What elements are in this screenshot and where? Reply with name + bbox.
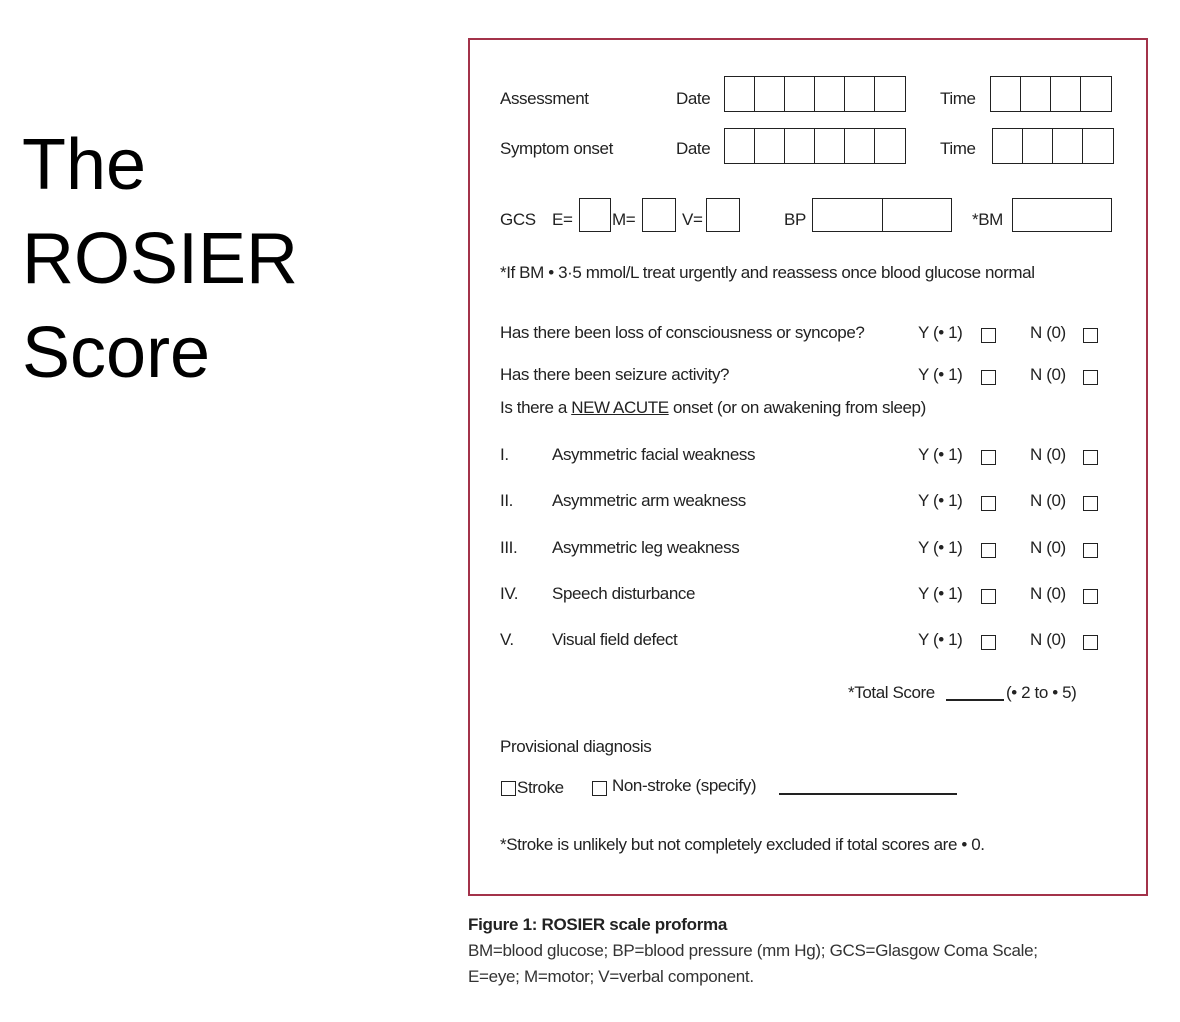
no-label: N (0): [1030, 445, 1066, 464]
gcs-label: GCS: [500, 210, 536, 229]
title-line-3: Score: [22, 313, 211, 393]
new-acute-suffix: onset (or on awakening from sleep): [668, 398, 926, 417]
bm-label: *BM: [972, 210, 1003, 229]
no-label: N (0): [1030, 630, 1066, 649]
total-score-field[interactable]: [946, 699, 1004, 701]
gcs-e-label: E=: [552, 210, 573, 229]
arm-yes-checkbox[interactable]: [981, 496, 996, 511]
provisional-diagnosis-label: Provisional diagnosis: [500, 737, 652, 756]
assessment-time-label: Time: [940, 89, 976, 108]
item-number: V.: [500, 630, 514, 649]
caption-line-2: E=eye; M=motor; V=verbal component.: [468, 967, 754, 986]
footnote: *Stroke is unlikely but not completely excluded if total scores are • 0.: [500, 835, 985, 854]
no-label: N (0): [1030, 365, 1066, 384]
new-acute-underlined: NEW ACUTE: [571, 398, 669, 417]
no-label: N (0): [1030, 491, 1066, 510]
seizure-yes-checkbox[interactable]: [981, 370, 996, 385]
new-acute-prefix: Is there a: [500, 398, 572, 417]
onset-date-field[interactable]: [724, 128, 906, 164]
item-label: Asymmetric leg weakness: [552, 538, 740, 557]
leg-yes-checkbox[interactable]: [981, 543, 996, 558]
item-number: III.: [500, 538, 518, 557]
yes-label: Y (• 1): [918, 491, 963, 510]
bp-field[interactable]: [812, 198, 952, 232]
rosier-proforma: [468, 38, 1148, 896]
visual-no-checkbox[interactable]: [1083, 635, 1098, 650]
assessment-time-field[interactable]: [990, 76, 1112, 112]
item-label: Visual field defect: [552, 630, 678, 649]
loss-no-checkbox[interactable]: [1083, 328, 1098, 343]
yes-label: Y (• 1): [918, 365, 963, 384]
gcs-m-field[interactable]: [642, 198, 676, 232]
stroke-checkbox[interactable]: [501, 781, 516, 796]
caption-title: Figure 1: ROSIER scale proforma: [468, 915, 727, 934]
facial-no-checkbox[interactable]: [1083, 450, 1098, 465]
yes-label: Y (• 1): [918, 630, 963, 649]
yes-label: Y (• 1): [918, 584, 963, 603]
gcs-v-field[interactable]: [706, 198, 740, 232]
symptom-onset-label: Symptom onset: [500, 139, 613, 158]
assessment-date-field[interactable]: [724, 76, 906, 112]
gcs-e-field[interactable]: [579, 198, 611, 232]
item-label: Asymmetric facial weakness: [552, 445, 756, 464]
onset-time-label: Time: [940, 139, 976, 158]
gcs-v-label: V=: [682, 210, 703, 229]
item-label: Speech disturbance: [552, 584, 696, 603]
title-line-1: The: [22, 125, 147, 205]
item-number: II.: [500, 491, 513, 510]
bm-note: *If BM • 3·5 mmol/L treat urgently and reassess once blood glucose normal: [500, 263, 1035, 282]
bp-label: BP: [784, 210, 806, 229]
slide-title: [22, 118, 298, 400]
leg-no-checkbox[interactable]: [1083, 543, 1098, 558]
assessment-date-label: Date: [676, 89, 711, 108]
arm-no-checkbox[interactable]: [1083, 496, 1098, 511]
visual-yes-checkbox[interactable]: [981, 635, 996, 650]
title-line-2: ROSIER: [22, 219, 299, 299]
item-number: IV.: [500, 584, 519, 603]
nonstroke-specify-field[interactable]: [779, 793, 957, 795]
onset-time-field[interactable]: [992, 128, 1114, 164]
seizure-no-checkbox[interactable]: [1083, 370, 1098, 385]
facial-yes-checkbox[interactable]: [981, 450, 996, 465]
caption-line-1: BM=blood glucose; BP=blood pressure (mm Hg); GCS=Glasgow Coma Scale;: [468, 941, 1038, 960]
question-seizure: Has there been seizure activity?: [500, 365, 730, 384]
nonstroke-label: Non-stroke (specify): [612, 776, 757, 795]
yes-label: Y (• 1): [918, 445, 963, 464]
gcs-m-label: M=: [612, 210, 636, 229]
bm-field[interactable]: [1012, 198, 1112, 232]
nonstroke-checkbox[interactable]: [592, 781, 607, 796]
figure-caption: [468, 912, 1038, 990]
yes-label: Y (• 1): [918, 538, 963, 557]
item-number: I.: [500, 445, 509, 464]
no-label: N (0): [1030, 323, 1066, 342]
assessment-label: Assessment: [500, 89, 589, 108]
question-new-acute: [500, 398, 926, 418]
speech-no-checkbox[interactable]: [1083, 589, 1098, 604]
no-label: N (0): [1030, 584, 1066, 603]
loss-yes-checkbox[interactable]: [981, 328, 996, 343]
total-score-label: *Total Score: [848, 683, 935, 702]
question-loss-of-consciousness: Has there been loss of consciousness or syncope?: [500, 323, 865, 342]
yes-label: Y (• 1): [918, 323, 963, 342]
stroke-label: Stroke: [517, 778, 564, 797]
speech-yes-checkbox[interactable]: [981, 589, 996, 604]
total-score-range: (• 2 to • 5): [1006, 683, 1077, 702]
item-label: Asymmetric arm weakness: [552, 491, 746, 510]
no-label: N (0): [1030, 538, 1066, 557]
onset-date-label: Date: [676, 139, 711, 158]
